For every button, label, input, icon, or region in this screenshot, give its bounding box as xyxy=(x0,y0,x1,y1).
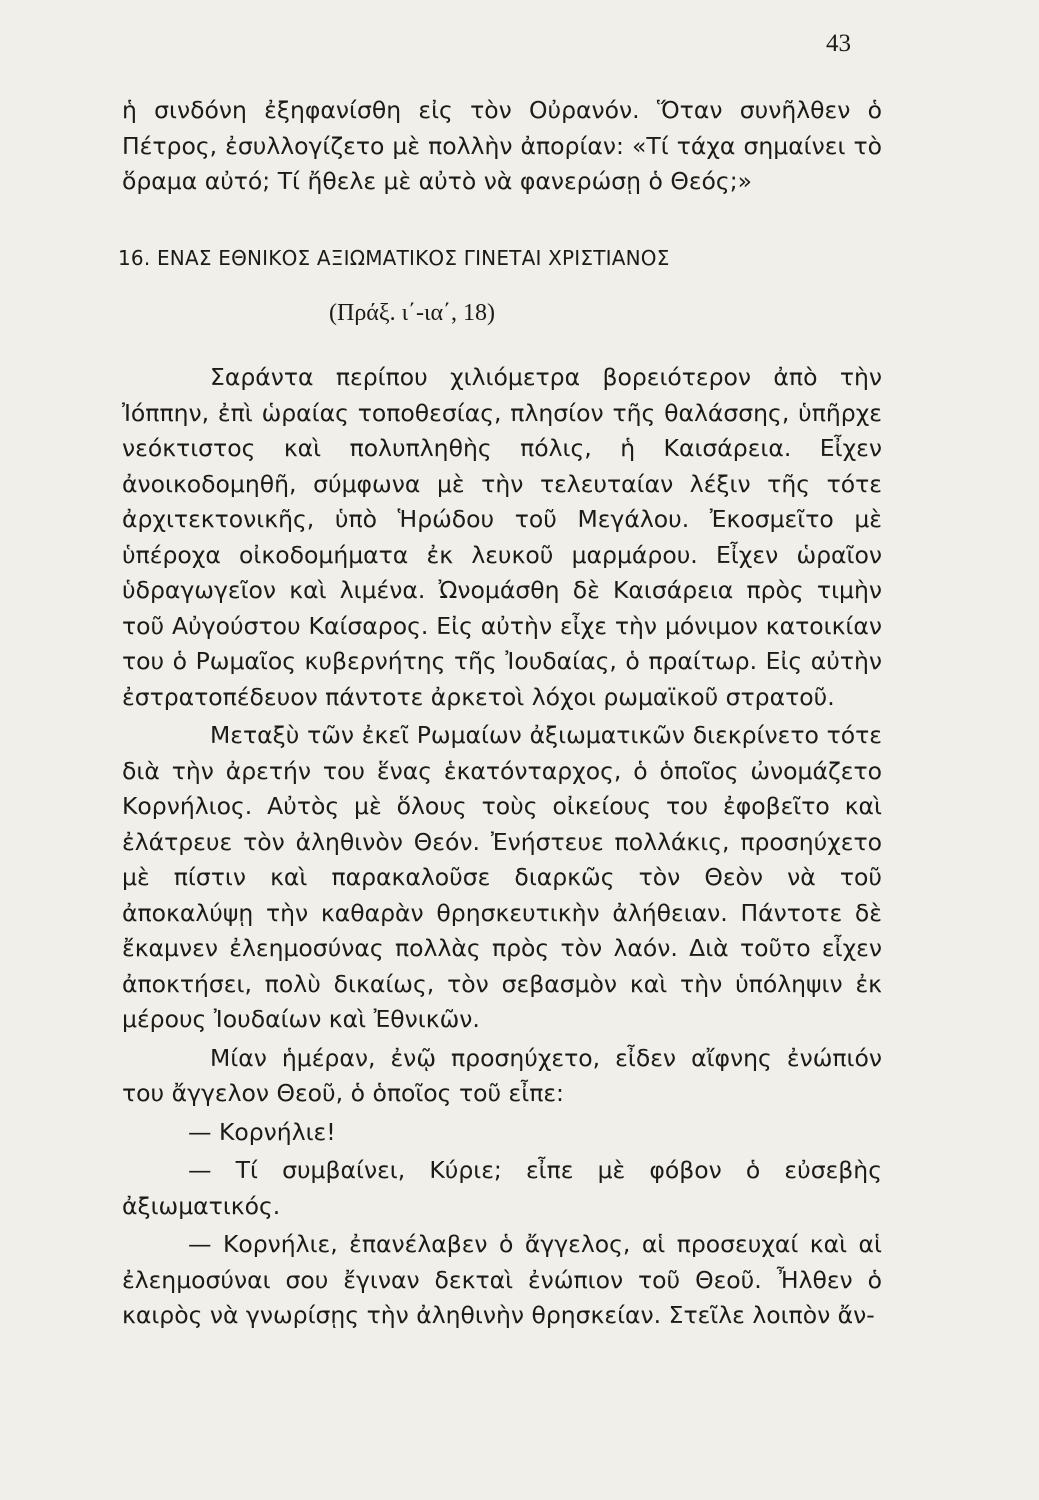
paragraph: Μίαν ἡμέραν, ἐνῷ προσηύχετο, εἶδεν αἴφνης ἐνώπιόν του ἄγγελον Θεοῦ, ὁ ὁποῖος τοῦ εἶπε: xyxy=(122,1043,882,1107)
dialogue-line: — Κορνήλιε! xyxy=(188,1117,336,1146)
dialogue-line: — Κορνήλιε, ἐπανέλαβεν ὁ ἄγγελος, αἱ προσευχαί καὶ αἱ ἐλεημοσύναι σου ἔγιναν δεκταὶ ἐνώπιον τοῦ Θεοῦ. Ἦλθεν ὁ καιρὸς νὰ γνωρίσῃς τὴν ἀληθινὴν θρησκείαν. Στεῖλε λοιπὸν ἄν- xyxy=(122,1230,882,1329)
page-number: 43 xyxy=(826,30,851,57)
paragraph: Σαράντα περίπου χιλιόμετρα βορειότερον ἀπὸ τὴν Ἰόππην, ἐπὶ ὡραίας τοποθεσίας, πλησίον τῆς θαλάσσης, ὑπῆρχε νεόκτιστος καὶ πολυπληθὴς πόλις, ἡ Καισάρεια. Εἶχεν ἀνοικοδομηθῆ, σύμφωνα μὲ τὴν τελευταίαν λέξιν τῆς τότε ἀρχιτεκτονικῆς, ὑπὸ Ἡρώδου τοῦ Μεγάλου. Ἐκοσμεῖτο μὲ ὑπέροχα οἰκοδομήματα ἐκ λευκοῦ μαρμάρου. Εἶχεν ὡραῖον ὑδραγωγεῖον καὶ λιμένα. Ὠνομάσθη δὲ Καισάρεια πρὸς τιμὴν τοῦ Αὐγούστου Καίσαρος. Εἰς αὐτὴν εἶχε τὴν μόνιμον κατοικίαν του ὁ Ρωμαῖος κυβερνήτης τῆς Ἰουδαίας, ὁ πραίτωρ. Εἰς αὐτὴν ἐστρατοπέδευον πάντοτε ἀρκετοὶ λόχοι ρωμαϊκοῦ στρατοῦ. xyxy=(122,363,882,711)
dialogue-line: — Τί συμβαίνει, Κύριε; εἶπε μὲ φόβον ὁ εὐσεβὴς ἀξιωματικός. xyxy=(122,1156,882,1220)
opening-paragraph: ἡ σινδόνη ἐξηφανίσθη εἰς τὸν Οὐρανόν. Ὅταν συνῆλθεν ὁ Πέτρος, ἐσυλλογίζετο μὲ πολλὴν ἀπορίαν: «Τί τάχα σημαίνει τὸ ὅραμα αὐτό; Τί ἤθελε μὲ αὐτὸ νὰ φανερώσῃ ὁ Θεός;» xyxy=(122,96,882,195)
paragraph: Μεταξὺ τῶν ἐκεῖ Ρωμαίων ἀξιωματικῶν διεκρίνετο τότε διὰ τὴν ἀρετήν του ἕνας ἑκατόνταρχος, ὁ ὁποῖος ὠνομάζετο Κορνήλιος. Αὐτὸς μὲ ὅλους τοὺς οἰκείους του ἐφοβεῖτο καὶ ἐλάτρευε τὸν ἀληθινὸν Θεόν. Ἐνήστευε πολλάκις, προσηύχετο μὲ πίστιν καὶ παρακαλοῦσε διαρκῶς τὸν Θεὸν νὰ τοῦ ἀποκαλύψῃ τὴν καθαρὰν θρησκευτικὴν ἀλήθειαν. Πάντοτε δὲ ἔκαμνεν ἐλεημοσύνας πολλὰς πρὸς τὸν λαόν. Διὰ τοῦτο εἶχεν ἀποκτήσει, πολὺ δικαίως, τὸν σεβασμὸν καὶ τὴν ὑπόληψιν ἐκ μέρους Ἰουδαίων καὶ Ἐθνικῶν. xyxy=(122,721,882,1033)
section-heading: 16. ΕΝΑΣ ΕΘΝΙΚΟΣ ΑΞΙΩΜΑΤΙΚΟΣ ΓΙΝΕΤΑΙ ΧΡΙΣΤΙΑΝΟΣ xyxy=(118,246,670,270)
section-body xyxy=(122,360,882,1334)
section-reference: (Πράξ. ι΄-ια΄, 18) xyxy=(329,300,496,326)
